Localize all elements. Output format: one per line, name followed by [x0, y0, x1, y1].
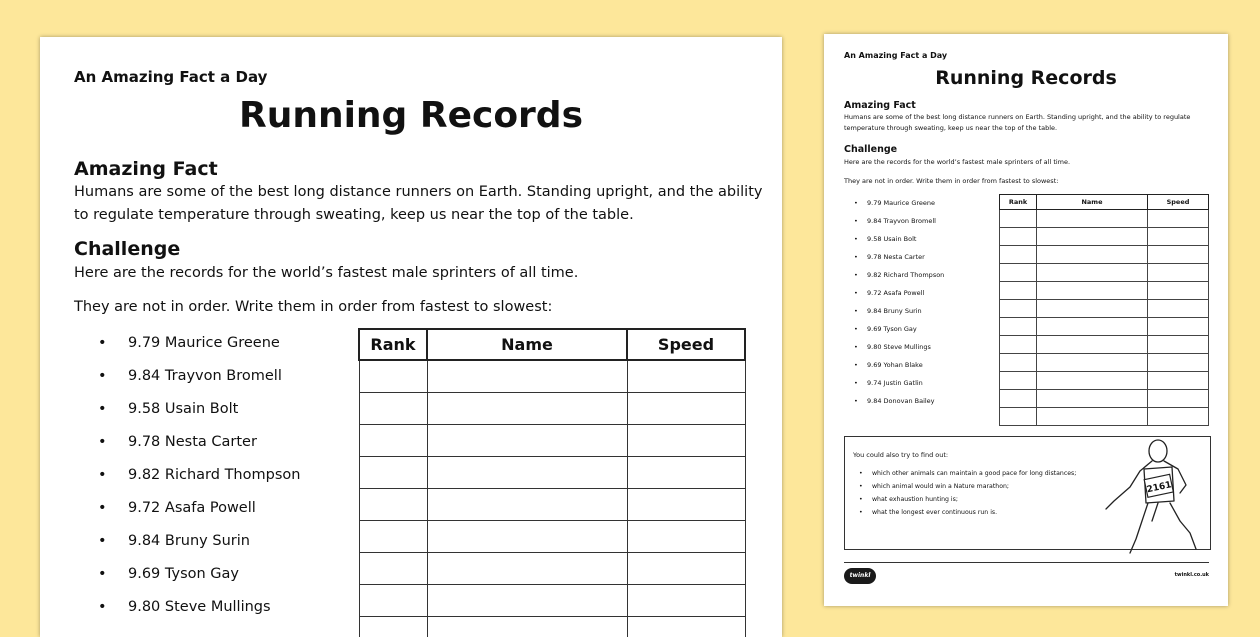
record-item: • 9.58 Usain Bolt	[98, 399, 300, 432]
name-cell[interactable]	[427, 360, 627, 393]
rank-cell[interactable]	[359, 585, 427, 617]
record-item: • 9.74 Justin Gatlin	[854, 378, 944, 396]
challenge-heading: Challenge	[844, 144, 897, 155]
rank-cell[interactable]	[359, 489, 427, 521]
table-row	[359, 489, 745, 521]
name-cell[interactable]	[1037, 264, 1148, 282]
table-row	[359, 521, 745, 553]
record-item: • 9.79 Maurice Greene	[854, 198, 944, 216]
challenge-line-1: Here are the records for the world’s fastest male sprinters of all time.	[844, 157, 1214, 168]
speed-cell[interactable]	[1148, 354, 1209, 372]
extension-intro: You could also try to find out:	[853, 451, 948, 459]
name-cell[interactable]	[427, 489, 627, 521]
rank-cell[interactable]	[1000, 246, 1037, 264]
record-item: • 9.84 Bruny Surin	[854, 306, 944, 324]
name-cell[interactable]	[1037, 246, 1148, 264]
record-item: • 9.58 Usain Bolt	[854, 234, 944, 252]
name-cell[interactable]	[1037, 282, 1148, 300]
rank-cell[interactable]	[359, 360, 427, 393]
record-item: • 9.78 Nesta Carter	[98, 432, 300, 465]
name-cell[interactable]	[427, 521, 627, 553]
table-row	[1000, 390, 1209, 408]
name-cell[interactable]	[1037, 372, 1148, 390]
rank-cell[interactable]	[1000, 336, 1037, 354]
speed-cell[interactable]	[1148, 372, 1209, 390]
series-label: An Amazing Fact a Day	[74, 68, 267, 86]
rank-cell[interactable]	[1000, 318, 1037, 336]
fact-text: Humans are some of the best long distance runners on Earth. Standing upright, and the ability to regulate temperature through sweating, keep us near the top of the table.	[844, 112, 1214, 134]
series-label: An Amazing Fact a Day	[844, 51, 947, 60]
record-item: • 9.84 Donovan Bailey	[854, 396, 944, 414]
record-item: • 9.80 Steve Mullings	[98, 597, 300, 630]
fact-heading: Amazing Fact	[844, 100, 916, 111]
extension-list	[859, 469, 1079, 521]
ranking-table	[999, 194, 1209, 426]
name-cell[interactable]	[427, 617, 627, 637]
record-item: • 9.78 Nesta Carter	[854, 252, 944, 270]
table-row	[1000, 228, 1209, 246]
table-row	[359, 360, 745, 393]
speed-cell[interactable]	[627, 457, 745, 489]
speed-header: Speed	[1148, 195, 1209, 210]
extension-item: • which other animals can maintain a good pace for long distances;	[859, 469, 1079, 482]
record-item: • 9.69 Tyson Gay	[98, 564, 300, 597]
speed-cell[interactable]	[627, 393, 745, 425]
name-header: Name	[427, 329, 627, 360]
name-cell[interactable]	[1037, 228, 1148, 246]
extension-box	[844, 436, 1211, 550]
name-cell[interactable]	[1037, 354, 1148, 372]
table-row	[1000, 408, 1209, 426]
record-item: • 9.69 Yohan Blake	[854, 360, 944, 378]
challenge-line-2: They are not in order. Write them in order from fastest to slowest:	[844, 176, 1214, 187]
name-cell[interactable]	[1037, 408, 1148, 426]
speed-cell[interactable]	[627, 521, 745, 553]
name-cell[interactable]	[427, 393, 627, 425]
extension-item: • what exhaustion hunting is;	[859, 495, 1079, 508]
table-row	[1000, 300, 1209, 318]
record-item: • 9.84 Trayvon Bromell	[98, 366, 300, 399]
challenge-line-2: They are not in order. Write them in order from fastest to slowest:	[74, 296, 764, 319]
fact-heading: Amazing Fact	[74, 158, 218, 180]
record-item: • 9.72 Asafa Powell	[854, 288, 944, 306]
record-item: • 9.82 Richard Thompson	[854, 270, 944, 288]
speed-cell[interactable]	[1148, 264, 1209, 282]
name-cell[interactable]	[427, 457, 627, 489]
site-url: twinkl.co.uk	[1175, 572, 1209, 578]
speed-cell[interactable]	[1148, 408, 1209, 426]
rank-cell[interactable]	[359, 617, 427, 637]
speed-cell[interactable]	[627, 553, 745, 585]
twinkl-logo: twinkl	[844, 568, 876, 584]
name-cell[interactable]	[427, 553, 627, 585]
table-row	[1000, 372, 1209, 390]
table-row	[1000, 246, 1209, 264]
rank-cell[interactable]	[1000, 390, 1037, 408]
rank-cell[interactable]	[1000, 228, 1037, 246]
name-cell[interactable]	[1037, 300, 1148, 318]
name-cell[interactable]	[1037, 318, 1148, 336]
worksheet-preview	[824, 34, 1228, 606]
challenge-heading: Challenge	[74, 238, 180, 260]
records-list	[854, 198, 944, 414]
speed-cell[interactable]	[627, 360, 745, 393]
record-item: • 9.82 Richard Thompson	[98, 465, 300, 498]
speed-cell[interactable]	[1148, 390, 1209, 408]
speed-cell[interactable]	[1148, 336, 1209, 354]
challenge-line-1: Here are the records for the world’s fastest male sprinters of all time.	[74, 262, 764, 285]
speed-cell[interactable]	[1148, 246, 1209, 264]
rank-cell[interactable]	[359, 393, 427, 425]
page-title: Running Records	[824, 67, 1228, 89]
rank-cell[interactable]	[1000, 210, 1037, 228]
rank-cell[interactable]	[1000, 408, 1037, 426]
rank-cell[interactable]	[1000, 372, 1037, 390]
runner-illustration	[1092, 429, 1202, 557]
rank-cell[interactable]	[359, 521, 427, 553]
records-list	[98, 333, 300, 630]
table-row	[1000, 264, 1209, 282]
name-cell[interactable]	[427, 425, 627, 457]
record-item: • 9.80 Steve Mullings	[854, 342, 944, 360]
speed-cell[interactable]	[627, 617, 745, 637]
speed-cell[interactable]	[627, 489, 745, 521]
name-cell[interactable]	[1037, 336, 1148, 354]
table-row	[1000, 210, 1209, 228]
name-cell[interactable]	[1037, 390, 1148, 408]
extension-item: • what the longest ever continuous run is.	[859, 508, 1079, 521]
table-row	[1000, 282, 1209, 300]
rank-cell[interactable]	[1000, 354, 1037, 372]
rank-header: Rank	[1000, 195, 1037, 210]
name-cell[interactable]	[427, 585, 627, 617]
speed-header: Speed	[627, 329, 745, 360]
speed-cell[interactable]	[1148, 318, 1209, 336]
speed-cell[interactable]	[627, 425, 745, 457]
table-row	[359, 457, 745, 489]
fact-text: Humans are some of the best long distance runners on Earth. Standing upright, and the ability to regulate temperature through sweating, keep us near the top of the table.	[74, 181, 764, 227]
speed-cell[interactable]	[1148, 210, 1209, 228]
rank-cell[interactable]	[359, 553, 427, 585]
record-item: • 9.79 Maurice Greene	[98, 333, 300, 366]
speed-cell[interactable]	[1148, 282, 1209, 300]
name-header: Name	[1037, 195, 1148, 210]
table-row	[1000, 336, 1209, 354]
speed-cell[interactable]	[627, 585, 745, 617]
speed-cell[interactable]	[1148, 228, 1209, 246]
record-item: • 9.69 Tyson Gay	[854, 324, 944, 342]
table-row	[359, 585, 745, 617]
table-row	[359, 425, 745, 457]
record-item: • 9.84 Trayvon Bromell	[854, 216, 944, 234]
table-row	[359, 553, 745, 585]
record-item: • 9.84 Bruny Surin	[98, 531, 300, 564]
rank-cell[interactable]	[359, 457, 427, 489]
table-row	[1000, 318, 1209, 336]
table-row	[359, 617, 745, 637]
table-row	[359, 393, 745, 425]
bib-number: 2161	[1146, 480, 1173, 495]
rank-cell[interactable]	[1000, 300, 1037, 318]
speed-cell[interactable]	[1148, 300, 1209, 318]
record-item: • 9.72 Asafa Powell	[98, 498, 300, 531]
worksheet-large	[40, 37, 782, 637]
table-row	[1000, 354, 1209, 372]
name-cell[interactable]	[1037, 210, 1148, 228]
extension-item: • which animal would win a Nature marathon;	[859, 482, 1079, 495]
rank-cell[interactable]	[1000, 282, 1037, 300]
ranking-table	[358, 328, 746, 637]
rank-cell[interactable]	[359, 425, 427, 457]
rank-cell[interactable]	[1000, 264, 1037, 282]
rank-header: Rank	[359, 329, 427, 360]
page-title: Running Records	[40, 95, 782, 136]
footer-divider	[844, 562, 1209, 563]
